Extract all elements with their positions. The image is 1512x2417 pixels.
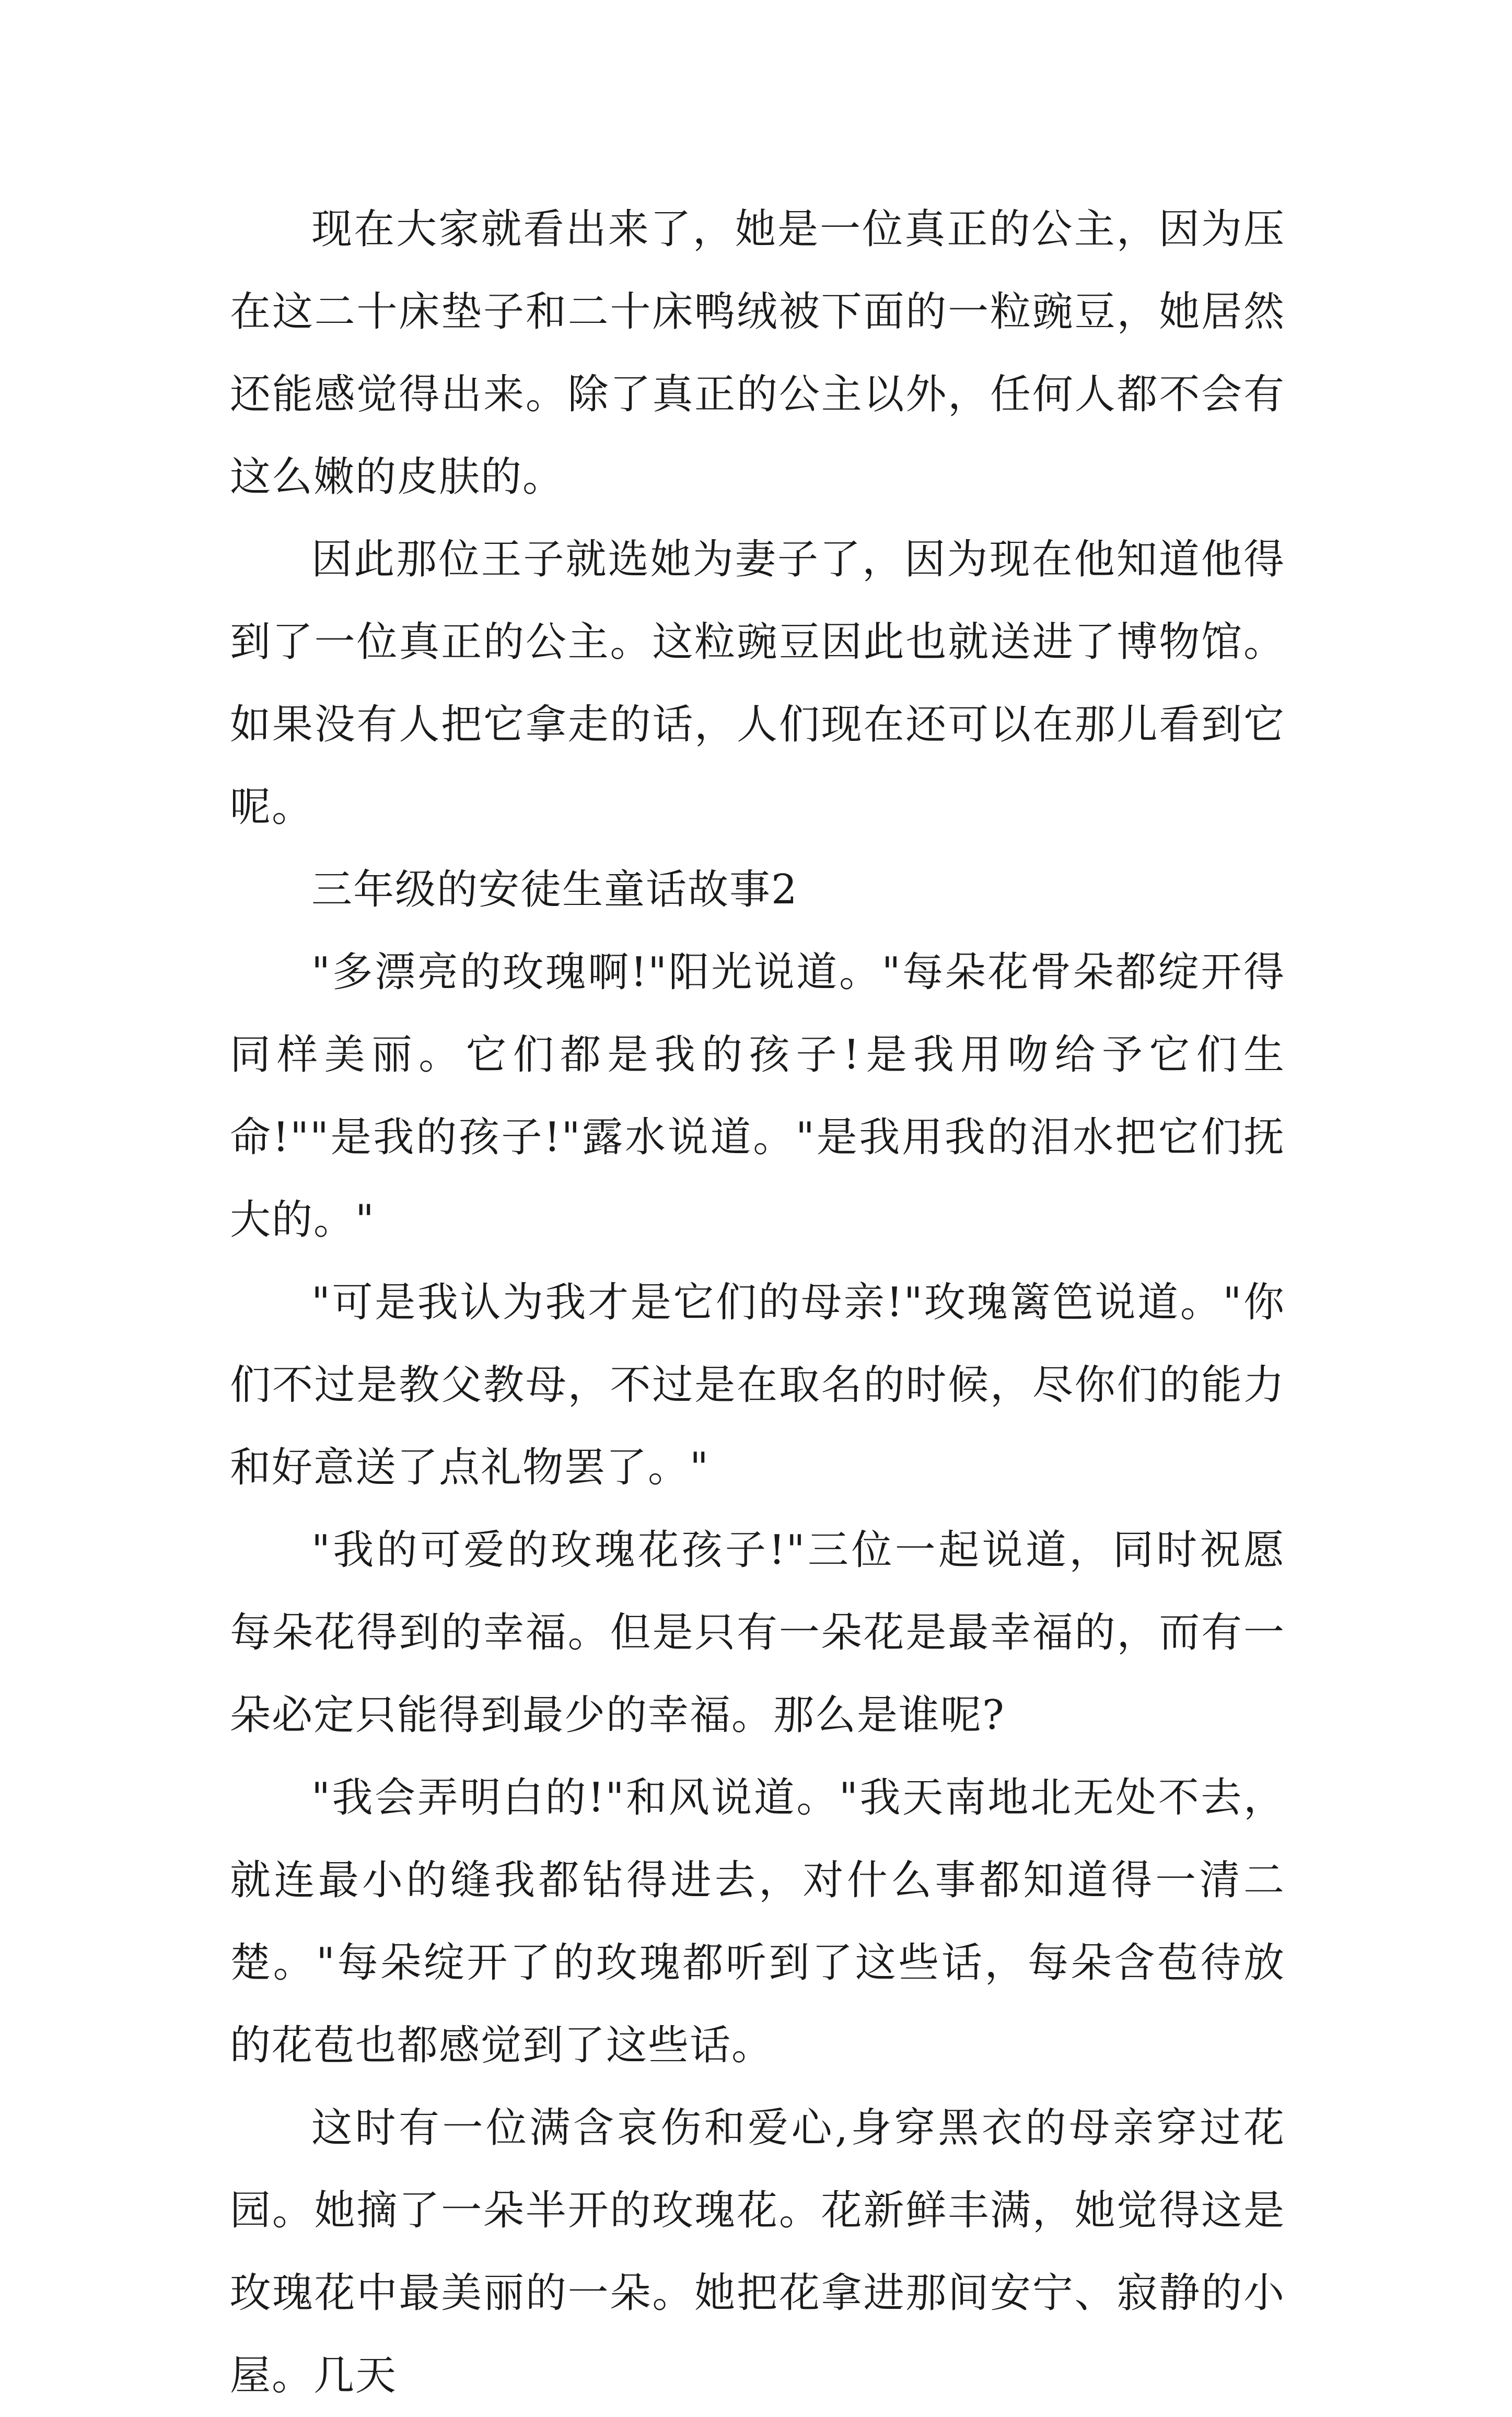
story-title: 三年级的安徒生童话故事2 bbox=[311, 866, 798, 913]
document-body bbox=[230, 188, 1285, 2417]
paragraph-sunshine-dew: "多漂亮的玫瑰啊!"阳光说道。"每朵花骨朵都绽开得同样美丽。它们都是我的孩子!是我用吻给予它们生命!""是我的孩子!"露水说道。"是我用我的泪水把它们抚大的。" bbox=[230, 949, 1285, 1244]
paragraph-three-wish: "我的可爱的玫瑰花孩子!"三位一起说道，同时祝愿每朵花得到的幸福。但是只有一朵花是最幸福的，而有一朵必定只能得到最少的幸福。那么是谁呢? bbox=[230, 1527, 1285, 1739]
paragraph-mother: 这时有一位满含哀伤和爱心,身穿黑衣的母亲穿过花园。她摘了一朵半开的玫瑰花。花新鲜丰满，她觉得这是玫瑰花中最美丽的一朵。她把花拿进那间安宁、寂静的小屋。几天 bbox=[230, 2105, 1285, 2399]
paragraph-prince-marries: 因此那位王子就选她为妻子了，因为现在他知道他得到了一位真正的公主。这粒豌豆因此也就送进了博物馆。如果没有人把它拿走的话，人们现在还可以在那儿看到它呢。 bbox=[230, 536, 1285, 831]
paragraph-princess-proof: 现在大家就看出来了，她是一位真正的公主，因为压在这二十床垫子和二十床鸭绒被下面的一粒豌豆，她居然还能感觉得出来。除了真正的公主以外，任何人都不会有这么嫩的皮肤的。 bbox=[230, 206, 1285, 501]
paragraph-breeze: "我会弄明白的!"和风说道。"我天南地北无处不去，就连最小的缝我都钻得进去，对什么事都知道得一清二楚。"每朵绽开了的玫瑰都听到了这些话，每朵含苞待放的花苞也都感觉到了这些话。 bbox=[230, 1774, 1285, 2069]
paragraph-rose-hedge: "可是我认为我才是它们的母亲!"玫瑰篱笆说道。"你们不过是教父教母，不过是在取名的时候，尽你们的能力和好意送了点礼物罢了。" bbox=[230, 1279, 1285, 1491]
